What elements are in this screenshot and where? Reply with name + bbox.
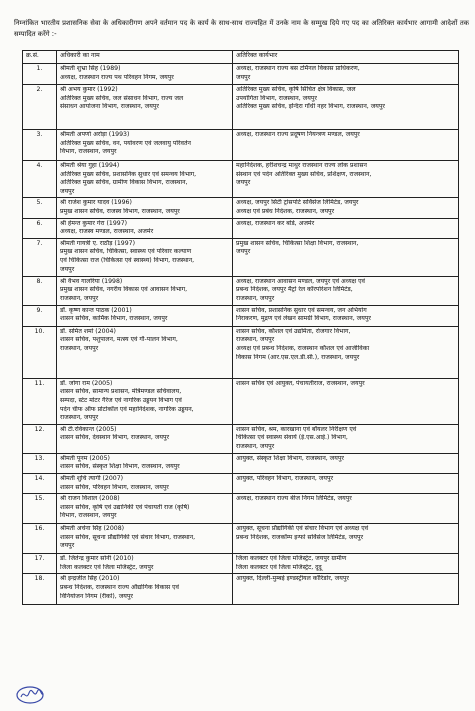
officer-post: शासन सचिव, परिवहन विभाग, राजस्थान, जयपुर xyxy=(60,483,169,491)
charge-line: प्रबन्ध निदेशक, जयपुर मैट्रो रेल कॉरपोरेशन लिमिटेड, xyxy=(236,286,353,294)
officer-post: शासन सचिव, सूचना प्रौद्योगिकी एवं संचार विभाग, राजस्थान, xyxy=(60,533,196,541)
officer-name-cell xyxy=(57,85,233,130)
officer-name-cell xyxy=(57,276,233,305)
additional-charge-cell xyxy=(233,524,459,554)
officer-name: डॉ. कृष्ण कान्त पाठक (2001) xyxy=(60,306,132,314)
additional-charge-cell xyxy=(233,554,459,574)
additional-charge-cell xyxy=(233,218,459,238)
charge-line: अध्यक्ष एवं प्रबंध निदेशक, राजस्थान, जयपुर xyxy=(236,207,335,215)
officer-name: श्री राजन विशाल (2008) xyxy=(60,495,120,503)
serial-number: 12. xyxy=(23,424,57,453)
officer-post: प्रमुख शासन सचिव, चिकित्सा, स्वास्थ्य एवं परिवार कल्याण xyxy=(60,248,192,256)
officer-name-cell xyxy=(57,494,233,524)
serial-number: 4. xyxy=(23,161,57,198)
officer-name: डॉ. जितेन्द्र कुमार सोनी (2010) xyxy=(60,555,134,563)
officer-post: अतिरिक्त मुख्य सचिव, वन, पर्यावरण एवं जलवायु परिवर्तन xyxy=(60,139,191,147)
serial-number: 17. xyxy=(23,554,57,574)
additional-charge-cell xyxy=(233,64,459,85)
officer-post: पदेन चीफ ऑफ प्रोटोकॉल एवं महानिदेशक, नागरिक उड्डयन, xyxy=(60,405,194,413)
table-row xyxy=(23,473,459,493)
officer-post: अध्यक्ष, राजस्व मण्डल, राजस्थान, अजमेर xyxy=(60,228,154,236)
officer-name-cell xyxy=(57,305,233,326)
serial-number: 8. xyxy=(23,276,57,305)
serial-number: 10. xyxy=(23,326,57,378)
additional-charge-cell xyxy=(233,305,459,326)
charge-line: जिला कलक्टर एवं जिला मजिस्ट्रेट, जयपुर ग्रामीण xyxy=(236,555,347,563)
officer-post: प्रमुख शासन सचिव, नगरीय विकास एवं आवासन विभाग, xyxy=(60,286,188,294)
serial-number: 6. xyxy=(23,218,57,238)
table-row xyxy=(23,524,459,554)
charge-line: चिकित्सा एवं स्वास्थ्य सेवायें (ई.एस.आई.) विभाग, xyxy=(236,434,348,442)
officer-name: श्री टी.रविकान्त (2005) xyxy=(60,425,117,433)
charge-line: आयुक्त, सूचना प्रौद्योगिकी एवं संचार विभाग एवं अध्यक्ष एवं xyxy=(236,525,369,533)
charge-line: आयुक्त, संस्कृत शिक्षा विभाग, राजस्थान, जयपुर xyxy=(236,454,344,462)
officer-name: श्रीमती शुभ्रा सिंह (1989) xyxy=(60,65,121,72)
additional-charge-cell xyxy=(233,424,459,453)
officer-name-cell xyxy=(57,574,233,605)
table-row xyxy=(23,64,459,85)
officer-name: श्री राजेश कुमार यादव (1996) xyxy=(60,199,132,207)
table-row xyxy=(23,161,459,198)
officer-post: विभाग, राजस्थान, जयपुर xyxy=(60,148,117,156)
charge-line: आयुक्त, परिवहन विभाग, राजस्थान, जयपुर xyxy=(236,474,334,482)
charge-line: राजस्थान, जयपुर xyxy=(236,294,275,302)
officer-name-cell xyxy=(57,453,233,473)
charge-line: विकास निगम (आर.एस.एल.डी.सी.), राजस्थान, जयपुर xyxy=(236,353,360,361)
serial-number: 14. xyxy=(23,473,57,493)
additional-charge-cell xyxy=(233,161,459,198)
additional-charge-cell xyxy=(233,85,459,130)
additional-charge-cell xyxy=(233,130,459,161)
officer-post: विभाग, राजस्थान, जयपुर xyxy=(60,512,117,520)
officer-post: अतिरिक्त मुख्य सचिव, ग्रामीण विकास विभाग, राजस्थान, xyxy=(60,179,188,187)
serial-number: 1. xyxy=(23,64,57,85)
officer-name: श्रीमती शुचि त्यागी (2007) xyxy=(60,474,124,482)
charge-line: अध्यक्ष, राजस्थान राज्य बस टर्मिनल विकास प्राधिकरण, xyxy=(236,65,360,72)
serial-number: 7. xyxy=(23,238,57,276)
officer-name-cell xyxy=(57,198,233,218)
officer-post: जयपुर xyxy=(60,265,75,273)
serial-number: 16. xyxy=(23,524,57,554)
officer-post: राजस्थान, जयपुर xyxy=(60,344,99,352)
charge-line: अतिरिक्त मुख्य सचिव, कृषि सिंचित क्षेत्र विकास, जल xyxy=(236,86,356,93)
additional-charge-cell xyxy=(233,473,459,493)
additional-charge-cell xyxy=(233,453,459,473)
officer-name: डॉ. जोगा राम (2005) xyxy=(60,379,113,387)
table-row xyxy=(23,198,459,218)
serial-number: 15. xyxy=(23,494,57,524)
serial-number: 5. xyxy=(23,198,57,218)
table-row xyxy=(23,238,459,276)
officer-post: सम्पदा, स्टेट मोटर गैरेज एवं नागरिक उड्डयन विभाग एवं xyxy=(60,396,182,404)
charge-line: उपयोगिता विभाग, राजस्थान, जयपुर xyxy=(236,94,317,102)
additional-charge-cell xyxy=(233,238,459,276)
table-row xyxy=(23,453,459,473)
officer-post: जयपुर xyxy=(60,187,75,195)
charge-line: राजस्थान, जयपुर xyxy=(236,336,275,344)
officer-name: श्रीमती श्रेया गुहा (1994) xyxy=(60,162,120,169)
additional-charge-cell xyxy=(233,574,459,605)
table-row xyxy=(23,85,459,130)
officers-table xyxy=(22,50,459,605)
officer-post: शासन सचिव, देवस्थान विभाग, राजस्थान, जयपुर xyxy=(60,434,170,442)
officer-name-cell xyxy=(57,238,233,276)
header-serial: क्र.सं. xyxy=(23,51,57,64)
header-officer-name: अधिकारी का नाम xyxy=(57,51,233,64)
officer-name: श्रीमती गायत्री ए. राठौड़ (1997) xyxy=(60,239,135,247)
additional-charge-cell xyxy=(233,378,459,424)
officer-post: शासन सचिव, सामान्य प्रशासन, मंत्रिमण्डल सचिवालय, xyxy=(60,388,182,396)
officer-post: प्रबन्ध निदेशक, राजस्थान राज्य औद्योगिक विकास एवं xyxy=(60,583,179,591)
charge-line: जयपुर xyxy=(236,248,251,256)
officer-name: श्रीमती अपर्णा अरोड़ा (1993) xyxy=(60,131,130,138)
officer-name-cell xyxy=(57,473,233,493)
officer-post: अतिरिक्त मुख्य सचिव, जल संसाधन विभाग, राज्य जल xyxy=(60,94,184,102)
charge-line: जयपुर xyxy=(236,179,251,187)
serial-number: 18. xyxy=(23,574,57,605)
charge-line: शासन सचिव एवं आयुक्त, पंचायतीराज, राजस्थान, जयपुर xyxy=(236,379,365,387)
table-header-row xyxy=(23,51,459,64)
charge-line: अध्यक्ष, जयपुर सिटी ट्रांसपोर्ट सर्विसेज लिमिटेड, जयपुर xyxy=(236,199,359,207)
officer-post: राजस्थान, जयपुर xyxy=(60,294,99,302)
charge-line: अध्यक्ष, राजस्थान राज्य प्रदूषण नियन्त्रण मण्डल, जयपुर xyxy=(236,131,360,138)
charge-line: संस्थान एवं पदेन अतिरिक्त मुख्य सचिव, प्रशिक्षण, राजस्थान, xyxy=(236,170,372,178)
officer-name-cell xyxy=(57,524,233,554)
officer-name-cell xyxy=(57,424,233,453)
officer-post: प्रमुख शासन सचिव, राजस्व विभाग, राजस्थान, जयपुर xyxy=(60,207,180,215)
table-row xyxy=(23,494,459,524)
serial-number: 9. xyxy=(23,305,57,326)
officer-name-cell xyxy=(57,326,233,378)
officer-post: जिला कलक्टर एवं जिला मजिस्ट्रेट, जयपुर xyxy=(60,563,154,571)
charge-line: अध्यक्ष, राजस्थान राज्य बीज निगम लिमिटेड, जयपुर xyxy=(236,495,352,503)
table-row xyxy=(23,130,459,161)
table-row xyxy=(23,218,459,238)
charge-line: जयपुर xyxy=(236,73,251,81)
charge-line: राजस्थान, जयपुर xyxy=(236,442,275,450)
officer-post: अतिरिक्त मुख्य सचिव, प्रशासनिक सुधार एवं समन्वय विभाग, xyxy=(60,170,197,178)
officer-post: शासन सचिव, पशुपालन, मत्स्य एवं गौ-पालन विभाग, xyxy=(60,336,178,344)
officer-name: श्रीमती पूनम (2005) xyxy=(60,454,110,462)
charge-line: शासन सचिव, श्रम, कारखाना एवं बॉयलर निरीक्षण एवं xyxy=(236,425,357,433)
table-row xyxy=(23,326,459,378)
charge-line: जिला कलक्टर एवं जिला मजिस्ट्रेट, दूदू xyxy=(236,563,322,571)
table-row xyxy=(23,574,459,605)
officer-post: शासन सचिव, कृषि एवं उद्यानिकी एवं पंचायती राज (कृषि) xyxy=(60,503,190,511)
officer-name: श्री वैभव गालरिया (1998) xyxy=(60,277,123,285)
additional-charge-cell xyxy=(233,494,459,524)
serial-number: 11. xyxy=(23,378,57,424)
officer-post: जयपुर xyxy=(60,542,75,550)
officer-name-cell xyxy=(57,64,233,85)
charge-line: निराकरण, मुद्रण एवं लेखन सामग्री विभाग, राजस्थान, जयपुर xyxy=(236,315,371,323)
officer-name-cell xyxy=(57,161,233,198)
officer-name: डॉ. समित शर्मा (2004) xyxy=(60,327,116,335)
charge-line: अध्यक्ष, राजस्थान आवासन मण्डल, जयपुर एवं अध्यक्ष एवं xyxy=(236,277,365,285)
additional-charge-cell xyxy=(233,276,459,305)
table-row xyxy=(23,554,459,574)
officer-name: श्री अभय कुमार (1992) xyxy=(60,86,118,93)
officer-name: श्री इन्द्रजीत सिंह (2010) xyxy=(60,575,120,583)
charge-line: प्रमुख शासन सचिव, चिकित्सा शिक्षा विभाग, राजस्थान, xyxy=(236,239,359,247)
charge-line: आयुक्त, दिल्ली-मुम्बई इण्डस्ट्रीयल कॉरिडोर, जयपुर xyxy=(236,575,349,583)
serial-number: 13. xyxy=(23,453,57,473)
serial-number: 3. xyxy=(23,130,57,161)
additional-charge-cell xyxy=(233,326,459,378)
serial-number: 2. xyxy=(23,85,57,130)
charge-line: शासन सचिव, कौशल एवं उद्यमिता, रोजगार विभाग, xyxy=(236,327,351,335)
officer-post: विनियोजन निगम (रीको), जयपुर xyxy=(60,592,133,600)
officer-name: श्रीमती अर्चना सिंह (2008) xyxy=(60,525,125,533)
signature xyxy=(14,684,46,706)
table-row xyxy=(23,305,459,326)
charge-line: अध्यक्ष एवं प्रबन्ध निदेशक, राजस्थान कौशल एवं आजीविका xyxy=(236,344,370,352)
table-row xyxy=(23,424,459,453)
charge-line: अतिरिक्त मुख्य सचिव, इन्दिरा गाँधी नहर विभाग, राजस्थान, जयपुर xyxy=(236,103,385,111)
charge-line: महानिदेशक, हरीशचन्द्र माथुर राजस्थान राज्य लोक प्रशासन xyxy=(236,162,367,169)
charge-line: शासन सचिव, प्रशासनिक सुधार एवं समन्वय, जन अभियोग xyxy=(236,306,367,314)
officer-post: शासन सचिव, कार्मिक विभाग, राजस्थान, जयपुर xyxy=(60,315,168,323)
officer-name-cell xyxy=(57,130,233,161)
officer-post: एवं चिकित्सा राज (चिकित्सा एवं स्वास्थ्य) विभाग, राजस्थान, xyxy=(60,256,195,264)
table-row xyxy=(23,378,459,424)
officer-post: राजस्थान, जयपुर xyxy=(60,414,99,422)
charge-line: प्रबन्ध निदेशक, राजकॉम्प इन्फो सर्विसेज लिमिटेड, जयपुर xyxy=(236,533,363,541)
table-row xyxy=(23,276,459,305)
intro-paragraph: निम्नांकित भारतीय प्रशासनिक सेवा के अधिकारीगण अपने वर्तमान पद के कार्य के साथ-साथ राज्यहित में उनके नाम के सम्मुख दिये गए पद का अतिरिक्त कार्यभार आगामी आदेशों तक सम्पादित करेंगे :- xyxy=(14,19,469,38)
officer-name-cell xyxy=(57,378,233,424)
additional-charge-cell xyxy=(233,198,459,218)
officer-post: शासन सचिव, संस्कृत शिक्षा विभाग, राजस्थान, जयपुर xyxy=(60,463,180,471)
officer-post: अध्यक्ष, राजस्थान राज्य पथ परिवहन निगम, जयपुर xyxy=(60,73,174,81)
officer-name: श्री हेमन्त कुमार गेरा (1997) xyxy=(60,219,128,227)
header-additional-charge: अतिरिक्त कार्यभार xyxy=(233,51,459,64)
officer-post: संसाधन आयोजना विभाग, राजस्थान, जयपुर xyxy=(60,103,159,111)
officer-name-cell xyxy=(57,218,233,238)
officer-name-cell xyxy=(57,554,233,574)
charge-line: अध्यक्ष, राजस्थान कर बोर्ड, अजमेर xyxy=(236,219,315,227)
